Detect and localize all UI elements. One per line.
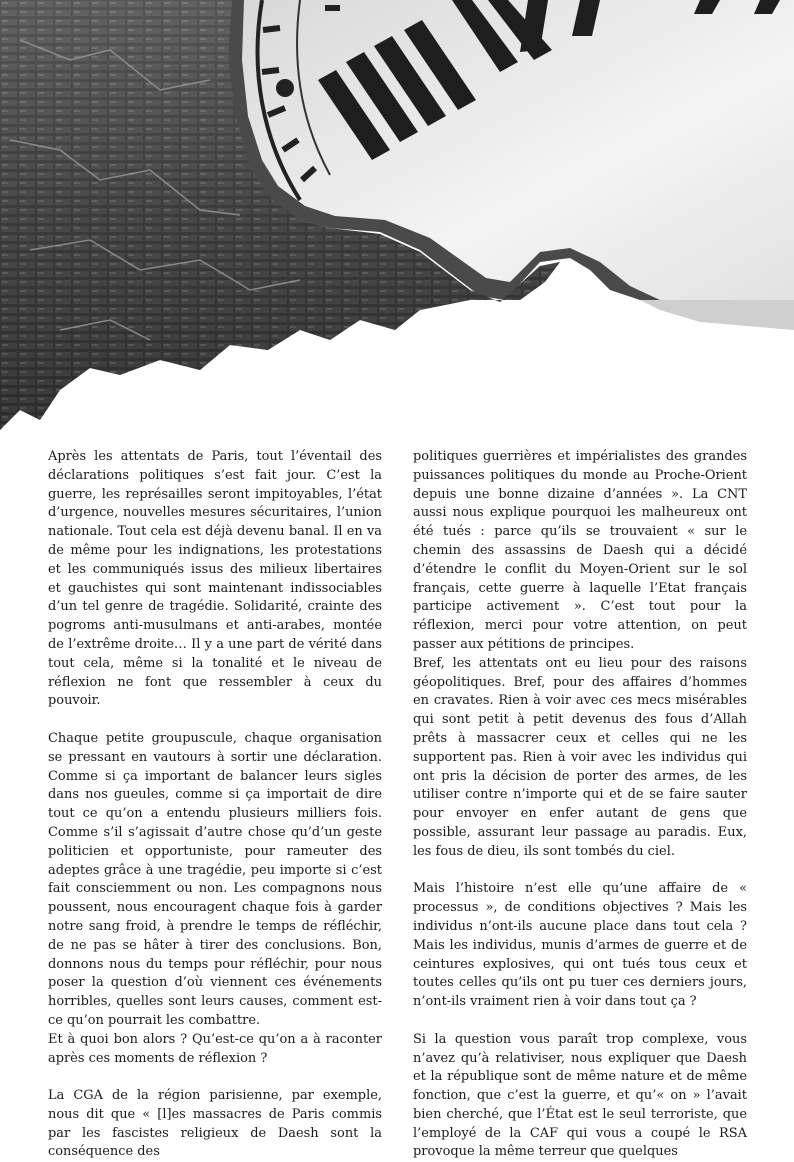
article-column-right xyxy=(413,448,747,1162)
paragraph: Et à quoi bon alors ? Qu’est-ce qu’on a à raconter après ces moments de réflexion ? xyxy=(48,1031,382,1066)
paragraph: Si la question vous paraît trop complexe, vous n’avez qu’à relativiser, nous expliquer que Daesh et la république sont de même nature et de même fonction, que c’est la guerre, et qu’« on » l’avait bien cherché, que l’État est le seul terroriste, que l’employé de la CAF qui vous a coupé le RSA provoque la même terreur que quelques xyxy=(413,1031,747,1160)
clock-face-ruin-image xyxy=(0,0,794,450)
paragraph: politiques guerrières et impérialistes des grandes puissances politiques du monde au Proche-Orient depuis une bonne dizaine d’années ». La CNT aussi nous explique pourquoi les malheureux ont été tués : parce qu’ils se trouvaient « sur le chemin des assassins de Daesh qui a décidé d’étendre le conflit du Moyen-Orient sur le sol français, cette guerre à laquelle l’Etat français participe activement ». C’est tout pour la réflexion, merci pour votre attention, on peut passer aux pétitions de principes. xyxy=(413,449,747,652)
paragraph: Après les attentats de Paris, tout l’éventail des déclarations politiques s’est fait jour. C’est la guerre, les représailles seront impitoyables, l’état d’urgence, nouvelles mesures sécuritaires, l’union nationale. Tout cela est déjà devenu banal. Il en va de même pour les indignations, les protestations et les communiqués issus des milieux libertaires et gauchistes qui sont maintenant indissociables d’un tel genre de tragédie. Solidarité, crainte des pogroms anti-musulmans et anti-arabes, montée de l’extrême droite… Il y a une part de vérité dans tout cela, même si la tonalité et le niveau de réflexion ne font que ressembler à ceux du pouvoir. xyxy=(48,449,382,709)
paragraph: Chaque petite groupuscule, chaque organisation se pressant en vautours à sortir une déclaration. Comme si ça important de balancer leurs sigles dans nos gueules, comme si ça importait de dire tout ce qu’on a entendu plusieurs milliers fois. Comme s’il s’agissait d’autre chose qu’d’un geste politicien et opportuniste, pour rameuter des adeptes grâce à une tragédie, peu importe si c’est fait consciemment ou non. Les compagnons nous poussent, nous encouragent chaque fois à garder notre sang froid, à prendre le temps de réfléchir, de ne pas se hâter à tirer des conclusions. Bon, donnons nous du temps pour réfléchir, pour nous poser la question d’où viennent ces événements horribles, quelles sont leurs causes, comment est-ce qu’on pourrait les combattre. xyxy=(48,730,382,1028)
hero-photo xyxy=(0,0,794,450)
paragraph: La CGA de la région parisienne, par exemple, nous dit que « [l]es massacres de Paris commis par les fascistes religieux de Daesh sont la conséquence des xyxy=(48,1088,382,1160)
article-column-left xyxy=(48,448,382,1162)
paragraph: Mais l’histoire n’est elle qu’une affaire de « processus », de conditions objectives ? Mais les individus n’ont-ils aucune place dans tout cela ? Mais les individus, munis d’armes de guerre et de ceintures explosives, qui ont tués tous ceux et toutes celles qu’ils ont pu tuer ces derniers jours, n’ont-ils vraiment rien à voir dans tout ça ? xyxy=(413,881,747,1010)
paragraph: Bref, les attentats ont eu lieu pour des raisons géopolitiques. Bref, pour des affaires d’hommes en cravates. Rien à voir avec ces mecs misérables qui sont petit à petit devenus des fous d’Allah prêts à massacrer ceux et celles qui ne les supportent pas. Rien à voir avec les individus qui ont pris la décision de porter des armes, de les utiliser contre n’importe qui et de se faire sauter pour envoyer en enfer autant de gens que possible, assurant leur passage au paradis. Eux, les fous de dieu, ils sont tombés du ciel. xyxy=(413,655,747,859)
